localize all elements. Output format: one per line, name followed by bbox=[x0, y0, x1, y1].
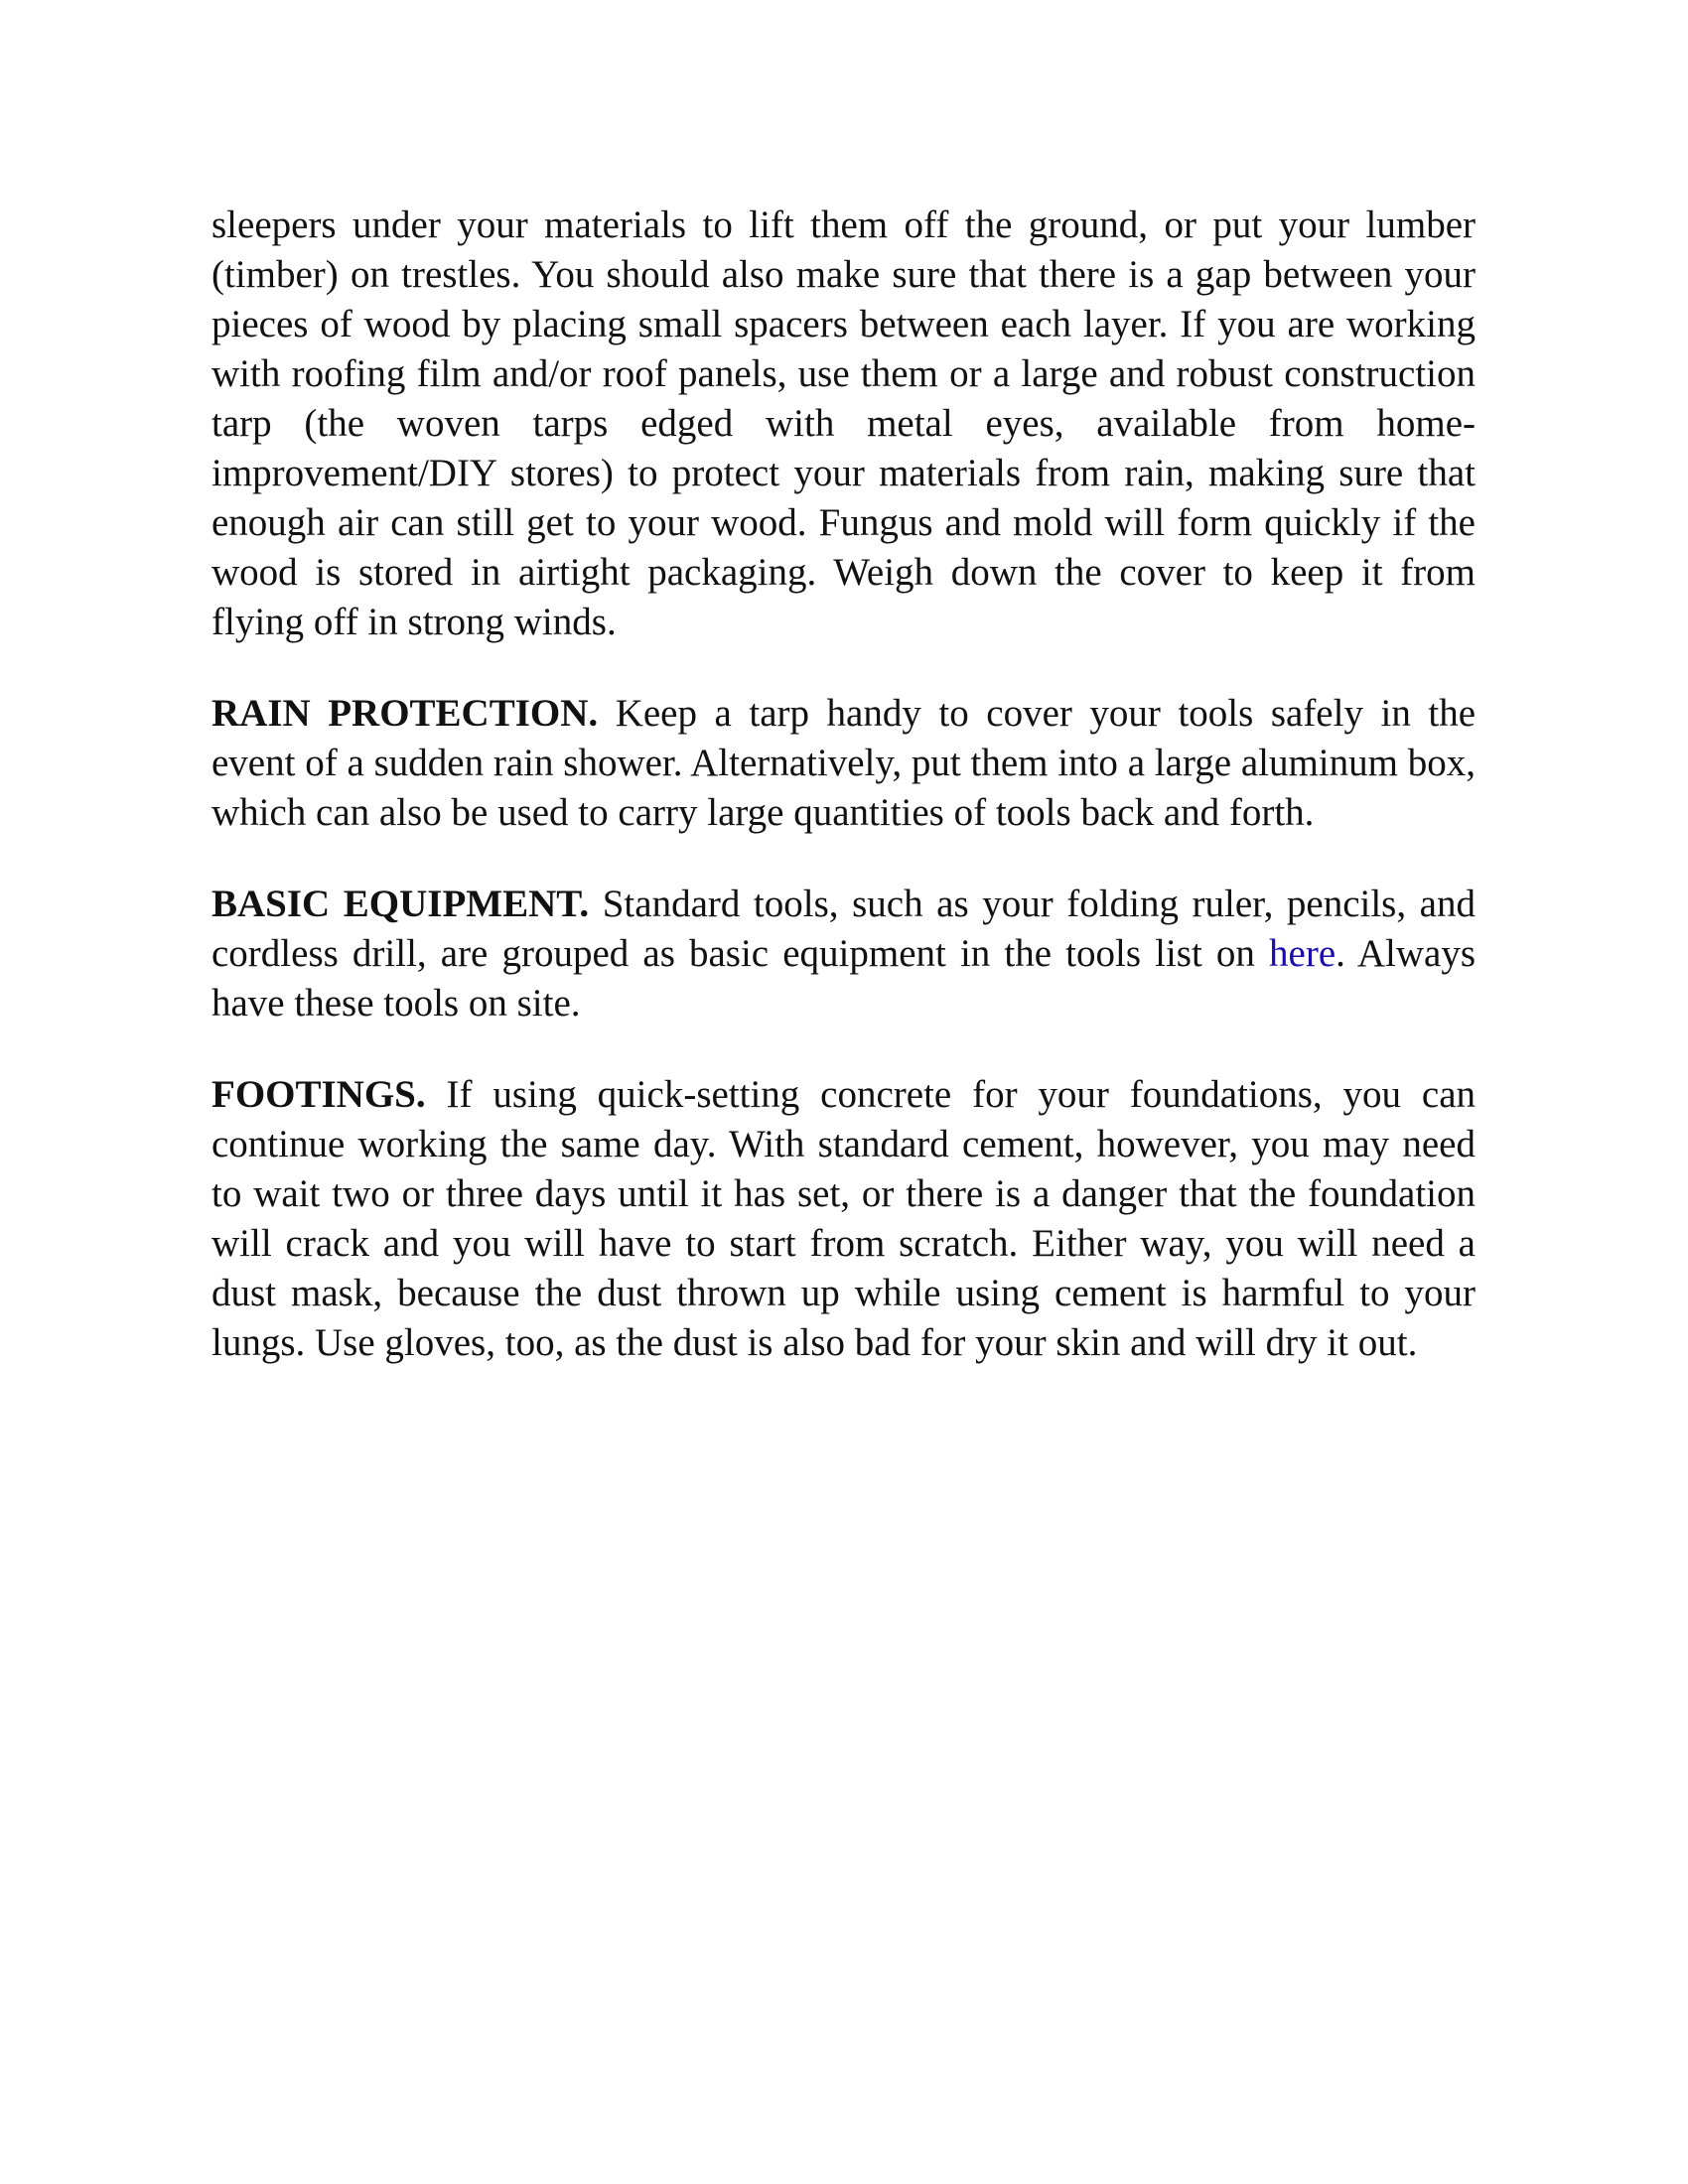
footings-paragraph bbox=[211, 1070, 1476, 1368]
rain-protection-text: Keep a tarp handy to cover your tools safely in the event of a sudden rain shower. Alternatively, put them into a large aluminum box, which can also be used to carry large quantities of tools back and forth. bbox=[211, 692, 1477, 834]
tools-list-link[interactable]: here bbox=[1269, 932, 1336, 975]
basic-equipment-heading: BASIC EQUIPMENT. bbox=[211, 883, 590, 925]
intro-text: sleepers under your materials to lift them off the ground, or put your lumber (timber) on trestles. You should also make sure that there is a gap between your pieces of wood by placing small spacers between each layer. If you are working with roofing film and/or roof panels, use them or a large and robust construction tarp (the woven tarps edged with metal eyes, available from home-improvement/DIY stores) to protect your materials from rain, making sure that enough air can still get to your wood. Fungus and mold will form quickly if the wood is stored in airtight packaging. Weigh down the cover to keep it from flying off in strong winds. bbox=[211, 204, 1476, 643]
basic-equipment-text-before: Standard tools, such as your folding ruler, pencils, and cordless drill, are grouped as basic equipment in the tools list on bbox=[211, 883, 1476, 975]
rain-protection-heading: RAIN PROTECTION. bbox=[211, 692, 599, 735]
footings-heading: FOOTINGS. bbox=[211, 1073, 426, 1116]
basic-equipment-paragraph bbox=[211, 880, 1476, 1028]
intro-paragraph bbox=[211, 201, 1476, 647]
footings-text: If using quick-setting concrete for your foundations, you can continue working the same day. With standard cement, however, you may need to wait two or three days until it has set, or there is a danger that the foundation will crack and you will have to start from scratch. Either way, you will need a dust mask, because the dust thrown up while using cement is harmful to your lungs. Use gloves, too, as the dust is also bad for your skin and will dry it out. bbox=[211, 1073, 1476, 1364]
basic-equipment-text-after: . Always have these tools on site. bbox=[211, 932, 1476, 1024]
page-body bbox=[211, 201, 1476, 1410]
rain-protection-paragraph bbox=[211, 689, 1476, 838]
